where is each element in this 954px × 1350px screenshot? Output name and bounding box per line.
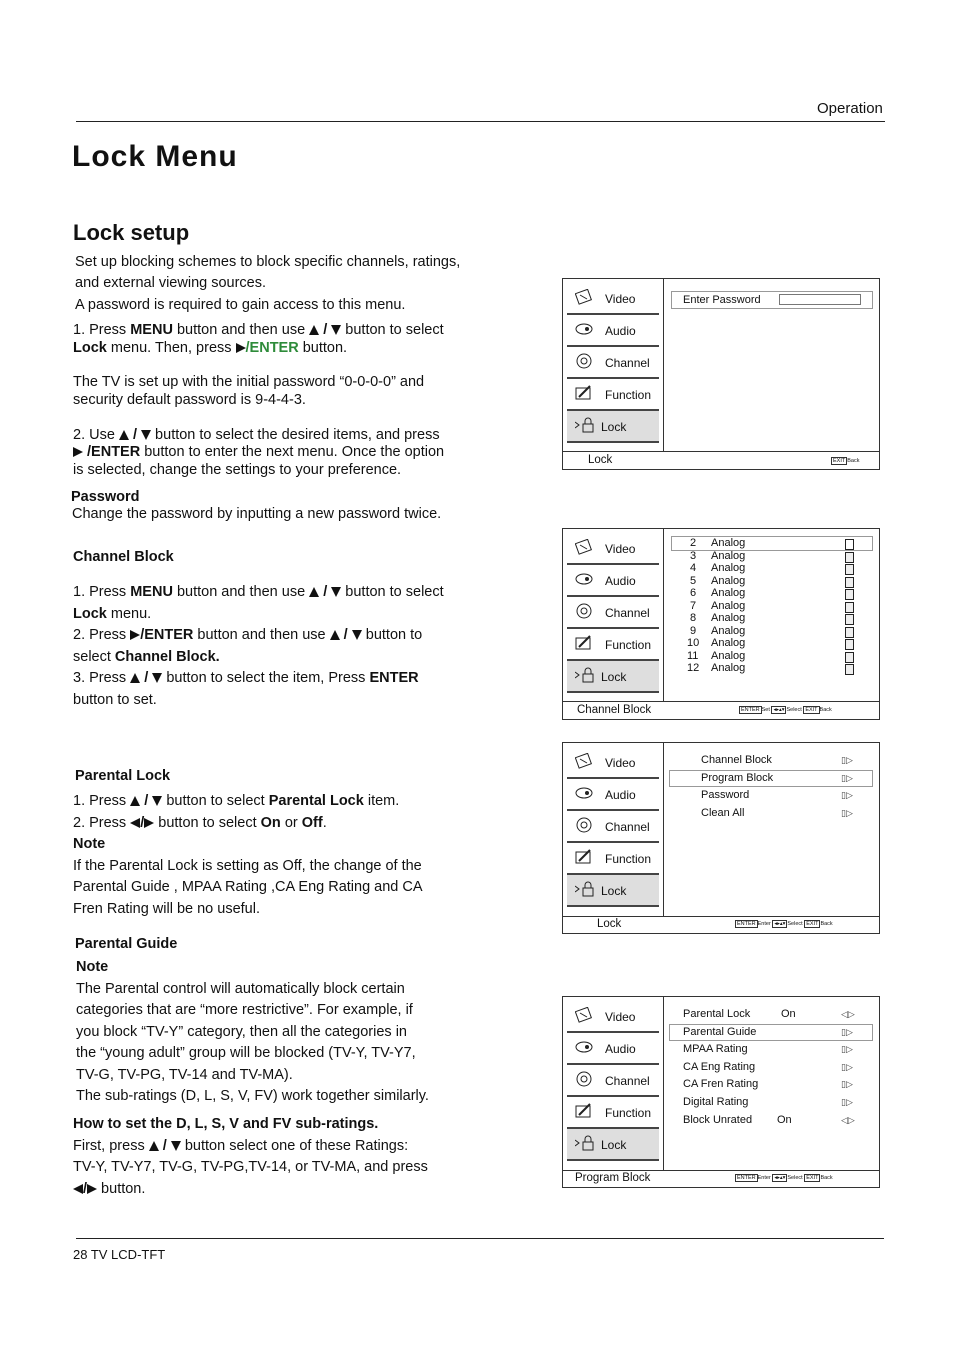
lock-checkbox[interactable] — [845, 614, 854, 625]
channel-block-heading: Channel Block — [73, 549, 174, 565]
menu-item-lock[interactable]: Lock — [567, 411, 659, 443]
page-title: Lock Menu — [72, 140, 238, 173]
enter-arrow-icon: ▯▷ — [841, 1026, 853, 1037]
left-arrow-icon — [130, 818, 140, 828]
channel-icon — [575, 1071, 593, 1087]
screen4-footer: Program Block — [575, 1172, 651, 1184]
lock-icon — [575, 417, 593, 433]
section-label: Operation — [817, 100, 883, 117]
parental-lock-heading: Parental Lock — [75, 768, 171, 784]
menu-item-function[interactable]: Function — [567, 843, 659, 875]
channel-type: Analog — [711, 637, 746, 649]
lock-checkbox[interactable] — [845, 552, 854, 563]
menu-item-channel[interactable]: Channel — [567, 597, 659, 629]
channel-number: 10 — [687, 637, 700, 649]
channel-number: 5 — [690, 574, 697, 587]
channel-type: Analog — [711, 574, 746, 587]
audio-icon — [575, 321, 593, 337]
step-2-cont-2: is selected, change the settings to your preference. — [73, 462, 402, 478]
audio-icon — [575, 785, 593, 801]
program-option-label[interactable]: Digital Rating — [683, 1096, 749, 1108]
channel-number: 4 — [690, 562, 697, 574]
lock-checkbox[interactable] — [845, 639, 854, 650]
lock-option-label[interactable]: Channel Block — [701, 754, 772, 766]
header-rule — [76, 121, 885, 122]
menu-item-video[interactable]: Video — [567, 283, 659, 315]
cb-step-3-cont: button to set. — [73, 692, 157, 708]
enter-arrow-icon: ▯▷ — [841, 1079, 853, 1090]
program-option-label[interactable]: Parental Guide — [683, 1025, 757, 1038]
menu-item-lock[interactable]: Lock — [567, 661, 659, 693]
screen4-hint: ENTER Enter ◂▸▴▾ Select EXIT Back — [737, 1175, 833, 1181]
password-info-2: security default password is 9-4-4-3. — [73, 392, 306, 408]
right-arrow-icon — [236, 343, 246, 353]
video-icon — [575, 539, 593, 555]
pl-note-2: Parental Guide , MPAA Rating ,CA Eng Rating and CA — [73, 879, 423, 895]
password-text: Change the password by inputting a new password twice. — [72, 506, 442, 522]
lock-setup-heading: Lock setup — [73, 220, 190, 245]
channel-number: 7 — [690, 599, 697, 612]
right-arrow-icon — [144, 818, 154, 828]
cb-step-2: 2. Press /ENTER button and then use / button to — [73, 627, 423, 643]
screen2-hint: ENTER Set ◂▸▴▾ Select EXIT Back — [741, 707, 832, 713]
program-option-label[interactable]: Block Unrated — [683, 1113, 753, 1126]
down-arrow-icon — [331, 587, 341, 597]
left-arrow-icon — [73, 1184, 83, 1194]
enter-arrow-icon: ▯▷ — [841, 807, 853, 818]
step-2: 2. Use / button to select the desired items, and press — [73, 427, 440, 443]
channel-type: Analog — [711, 649, 746, 662]
menu-item-audio[interactable]: Audio — [567, 565, 659, 597]
intro-line-2: and external viewing sources. — [75, 275, 267, 291]
function-icon — [575, 849, 593, 865]
down-arrow-icon — [152, 673, 162, 683]
up-arrow-icon — [130, 673, 140, 683]
up-arrow-icon — [119, 430, 129, 440]
channel-type: Analog — [711, 587, 746, 599]
menu-item-video[interactable]: Video — [567, 1001, 659, 1033]
channel-number: 6 — [690, 587, 697, 599]
step-1-cont: Lock menu. Then, press /ENTER button. — [73, 340, 348, 356]
lock-icon — [575, 1135, 593, 1151]
pg-note-4: the “young adult” group will be blocked (TV-Y, TV-Y7, — [76, 1045, 416, 1061]
screen1-hint: EXIT Back — [833, 458, 860, 464]
enter-arrow-icon: ▯▷ — [841, 755, 853, 765]
cb-step-2-cont: select Channel Block. — [73, 649, 220, 665]
menu-sidebar — [567, 283, 659, 443]
up-arrow-icon — [309, 325, 319, 335]
right-arrow-icon — [130, 630, 140, 640]
menu-item-lock[interactable]: Lock — [567, 875, 659, 907]
password-input[interactable] — [779, 294, 861, 305]
function-icon — [575, 1103, 593, 1119]
pg-note-3: you block “TV-Y” category, then all the categories in — [76, 1024, 407, 1040]
menu-item-channel[interactable]: Channel — [567, 347, 659, 379]
down-arrow-icon — [352, 630, 362, 640]
enter-arrow-icon: ▯▷ — [841, 772, 853, 783]
program-option-value: On — [781, 1008, 796, 1020]
left-right-arrow-icon: ◁▷ — [841, 1009, 855, 1019]
menu-item-channel[interactable]: Channel — [567, 811, 659, 843]
left-right-arrow-icon: ◁▷ — [841, 1114, 855, 1125]
menu-item-channel[interactable]: Channel — [567, 1065, 659, 1097]
channel-number: 2 — [690, 537, 697, 549]
lock-checkbox[interactable] — [845, 652, 854, 663]
channel-type: Analog — [711, 549, 746, 562]
program-option-label[interactable]: MPAA Rating — [683, 1043, 748, 1056]
screen2-footer: Channel Block — [577, 704, 652, 716]
program-option-value: On — [777, 1113, 792, 1126]
pg-note-heading: Note — [76, 959, 109, 975]
lock-option-label[interactable]: Program Block — [701, 771, 774, 784]
down-arrow-icon — [171, 1141, 181, 1151]
screen3-footer: Lock — [597, 918, 622, 930]
pg-note-5: TV-G, TV-PG, TV-14 and TV-MA). — [76, 1067, 293, 1083]
screen-channel-block — [562, 528, 880, 720]
down-arrow-icon — [152, 796, 162, 806]
menu-sidebar — [567, 747, 659, 907]
parental-guide-heading: Parental Guide — [75, 936, 178, 952]
up-arrow-icon — [330, 630, 340, 640]
screen-enter-password — [562, 278, 880, 470]
pl-step-1: 1. Press / button to select Parental Lock item. — [73, 793, 400, 809]
screen-program-block — [562, 996, 880, 1188]
lock-checkbox[interactable] — [845, 577, 854, 588]
menu-sidebar — [567, 533, 659, 693]
password-heading: Password — [71, 489, 140, 505]
pg-how-heading: How to set the D, L, S, V and FV sub-ratings. — [73, 1116, 379, 1132]
screen-lock-menu — [562, 742, 880, 934]
up-arrow-icon — [309, 587, 319, 597]
lock-checkbox[interactable] — [845, 627, 854, 638]
function-icon — [575, 635, 593, 651]
channel-number: 12 — [687, 662, 700, 674]
program-option-label[interactable]: CA Fren Rating — [683, 1078, 759, 1091]
video-icon — [575, 753, 593, 769]
lock-option-label[interactable]: Clean All — [701, 806, 745, 819]
footer-rule — [76, 1238, 884, 1239]
lock-checkbox[interactable] — [845, 564, 854, 575]
menu-item-audio[interactable]: Audio — [567, 1033, 659, 1065]
lock-icon — [575, 881, 593, 897]
channel-type: Analog — [711, 662, 746, 674]
pl-step-2: 2. Press / button to select On or Off. — [73, 815, 327, 831]
channel-icon — [575, 603, 593, 619]
audio-icon — [575, 1039, 593, 1055]
down-arrow-icon — [141, 430, 151, 440]
pg-note-1: The Parental control will automatically block certain — [76, 981, 405, 997]
pl-note-heading: Note — [73, 836, 106, 852]
channel-type: Analog — [711, 537, 746, 549]
program-option-label[interactable]: Parental Lock — [683, 1008, 751, 1020]
up-arrow-icon — [130, 796, 140, 806]
channel-number: 11 — [687, 649, 699, 662]
menu-item-audio[interactable]: Audio — [567, 315, 659, 347]
screen3-hint: ENTER Enter ◂▸▴▾ Select EXIT Back — [737, 921, 833, 927]
channel-number: 8 — [690, 612, 697, 624]
right-arrow-icon — [87, 1184, 97, 1194]
pg-note-2: categories that are “more restrictive”. For example, if — [76, 1002, 413, 1018]
menu-item-function[interactable]: Function — [567, 1097, 659, 1129]
channel-type: Analog — [711, 612, 746, 624]
menu-item-function[interactable]: Function — [567, 629, 659, 661]
channel-type: Analog — [711, 562, 746, 574]
step-2-cont: /ENTER button to enter the next menu. Once the option — [73, 442, 444, 463]
intro-line-1: Set up blocking schemes to block specific channels, ratings, — [75, 254, 461, 270]
menu-item-audio[interactable]: Audio — [567, 779, 659, 811]
channel-icon — [575, 817, 593, 833]
pl-note-3: Fren Rating will be no useful. — [73, 901, 260, 917]
video-icon — [575, 289, 593, 305]
unlock-checkbox[interactable] — [845, 539, 854, 550]
intro-line-3: A password is required to gain access to this menu. — [75, 297, 406, 313]
up-arrow-icon — [149, 1141, 159, 1151]
enter-arrow-icon: ▯▷ — [841, 1097, 853, 1107]
channel-row-highlight — [671, 536, 873, 551]
program-option-label[interactable]: CA Eng Rating — [683, 1060, 756, 1073]
page-footer: 28 TV LCD-TFT — [73, 1247, 166, 1262]
step-1: 1. Press MENU button and then use / button to select — [73, 322, 444, 338]
menu-item-video[interactable]: Video — [567, 533, 659, 565]
menu-item-video[interactable]: Video — [567, 747, 659, 779]
password-info-1: The TV is set up with the initial password “0-0-0-0” and — [73, 374, 425, 390]
audio-icon — [575, 571, 593, 587]
enter-arrow-icon: ▯▷ — [841, 790, 853, 800]
lock-checkbox[interactable] — [845, 602, 854, 613]
function-icon — [575, 385, 593, 401]
down-arrow-icon — [331, 325, 341, 335]
pg-how-2: TV-Y, TV-Y7, TV-G, TV-PG,TV-14, or TV-MA, and press — [73, 1159, 428, 1175]
channel-type: Analog — [711, 599, 746, 612]
menu-sidebar — [567, 1001, 659, 1161]
pg-how-3: / button. — [73, 1179, 145, 1200]
cb-step-1: 1. Press MENU button and then use / button to select — [73, 584, 444, 600]
pg-note-6: The sub-ratings (D, L, S, V, FV) work together similarly. — [76, 1088, 429, 1104]
channel-type: Analog — [711, 624, 746, 637]
channel-number: 3 — [690, 549, 697, 562]
lock-checkbox[interactable] — [845, 589, 854, 600]
right-arrow-icon — [73, 447, 83, 457]
video-icon — [575, 1007, 593, 1023]
lock-icon — [575, 667, 593, 683]
menu-item-lock[interactable]: Lock — [567, 1129, 659, 1161]
menu-item-function[interactable]: Function — [567, 379, 659, 411]
cb-step-1-cont: Lock menu. — [73, 606, 152, 622]
lock-checkbox[interactable] — [845, 664, 854, 675]
channel-number: 9 — [690, 624, 697, 637]
enter-arrow-icon: ▯▷ — [841, 1044, 853, 1055]
enter-arrow-icon: ▯▷ — [841, 1061, 853, 1072]
screen1-footer: Lock — [588, 454, 613, 466]
enter-password-label: Enter Password — [683, 294, 761, 306]
channel-icon — [575, 353, 593, 369]
pl-note-1: If the Parental Lock is setting as Off, the change of the — [73, 858, 422, 874]
lock-option-label[interactable]: Password — [701, 789, 750, 801]
cb-step-3: 3. Press / button to select the item, Press ENTER — [73, 670, 419, 686]
pg-how-1: First, press / button select one of these Ratings: — [73, 1138, 409, 1154]
